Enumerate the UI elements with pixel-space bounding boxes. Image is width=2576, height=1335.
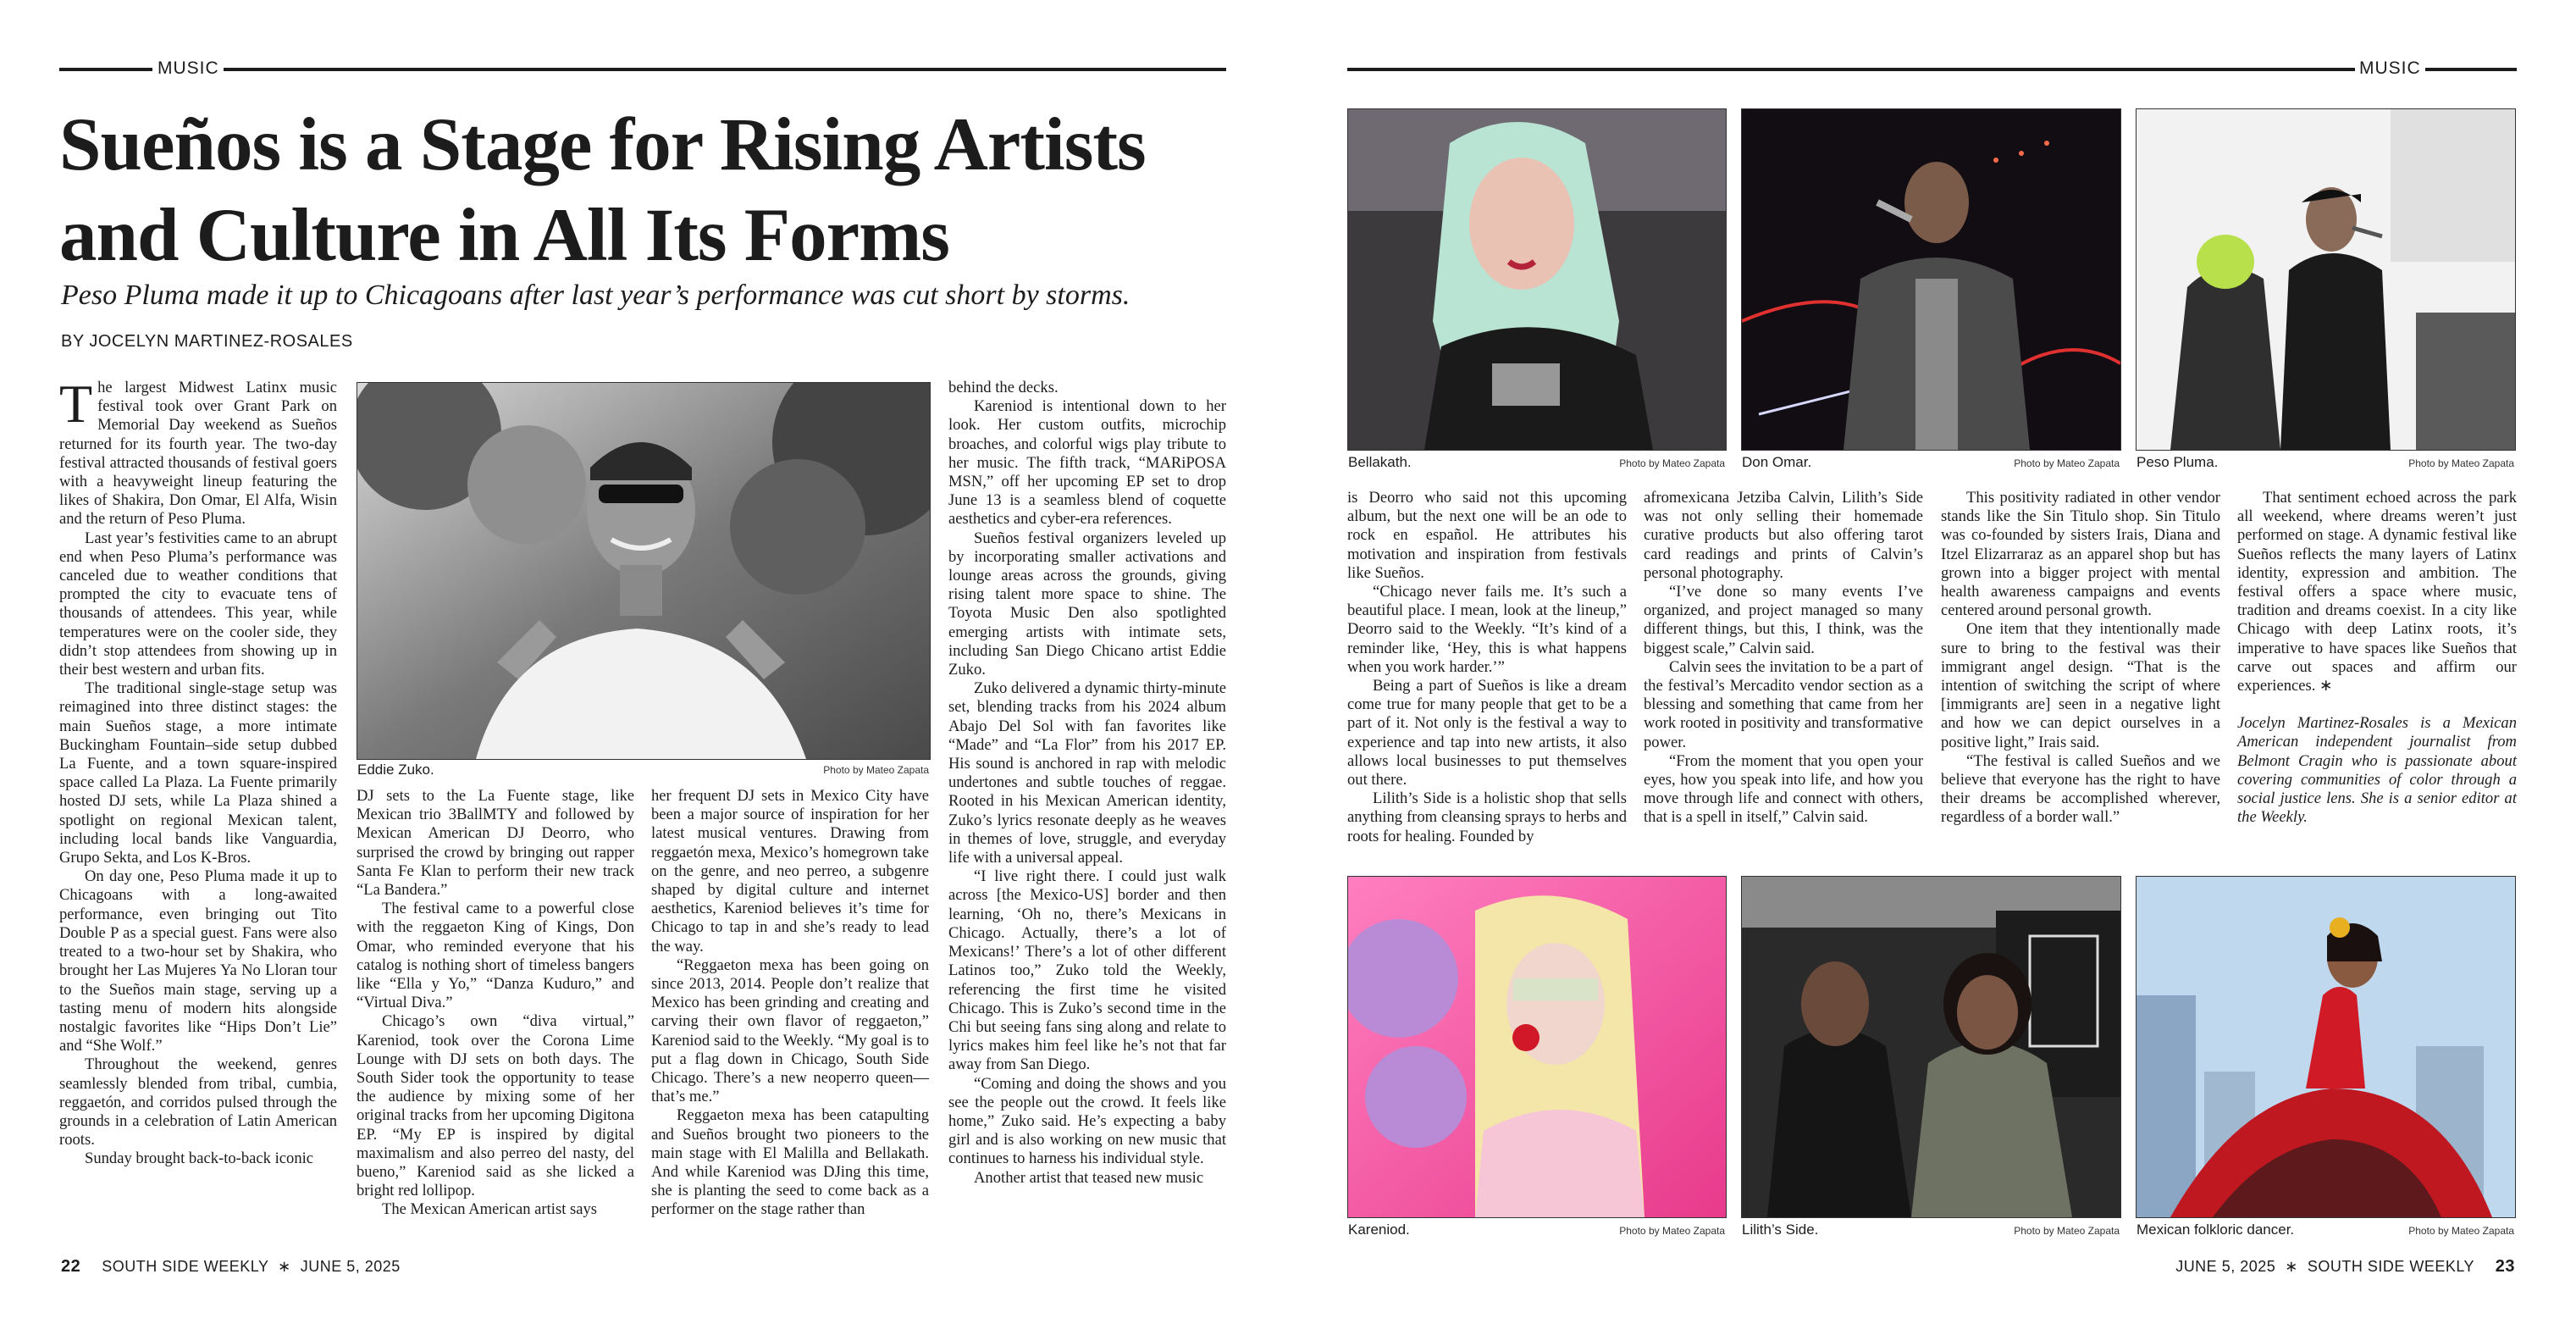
right-folio xyxy=(2175,1257,2515,1277)
paragraph: Calvin sees the invitation to be a part of the festival’s Mercadito vendor section as a blessing and something that came from her work rooted in positivity and transformative power. xyxy=(1644,657,1923,751)
article-column-6 xyxy=(1644,489,1923,828)
paragraph: Kareniod is intentional down to her look. Her custom outfits, microchip broaches, and colorful wigs play tribute to her music. The fifth track, “MARiPOSA MSN,” off her upcoming EP set to drop June 13 is a seamless blend of coquette aesthetics and cyber-era references. xyxy=(948,397,1226,529)
paragraph: “Coming and doing the shows and you see the people out the crowd. It feels like home,” Zuko said. He’s expecting a baby girl and is also working on new music that continues to harness his individual style. xyxy=(948,1074,1226,1168)
left-top-rule-b xyxy=(224,68,1226,71)
right-page-number: 23 xyxy=(2495,1257,2515,1276)
article-column-8 xyxy=(2237,489,2517,827)
right-footer-text: JUNE 5, 2025 ∗ SOUTH SIDE WEEKLY xyxy=(2175,1258,2474,1275)
credit-don-omar: Photo by Mateo Zapata xyxy=(2014,457,2120,469)
paragraph: behind the decks. xyxy=(948,379,1059,396)
paragraph: “Chicago never fails me. It’s such a beautiful place. I mean, look at the lineup,” Deorro said to the Weekly. “It’s kind of a reminder like, ‘Hey, this is what happens when you work harder.’” xyxy=(1347,583,1627,676)
article-column-3 xyxy=(651,787,929,1220)
photo-liliths-side xyxy=(1741,876,2121,1218)
article-column-4 xyxy=(948,379,1226,1188)
paragraph: “From the moment that you open your eyes, how you speak into life, and how you move through life and connect with others, that is a spell in itself,” Calvin said. xyxy=(1644,751,1923,827)
credit-liliths-side: Photo by Mateo Zapata xyxy=(2014,1225,2120,1237)
author-bio: Jocelyn Martinez-Rosales is a Mexican American independent journalist from Belmont Cragin who is passionate about covering communities of color through a social justice lens. She is a senior editor at the Weekly. xyxy=(2237,714,2517,827)
credit-eddie-zuko: Photo by Mateo Zapata xyxy=(823,764,929,776)
left-top-rule-a xyxy=(59,68,152,71)
subhead: Peso Pluma made it up to Chicagoans after last year’s performance was cut short by storms. xyxy=(61,280,1130,311)
paragraph: This positivity radiated in other vendor stands like the Sin Titulo shop. Sin Titulo was co-founded by sisters Irais, Diana and Itzel Elizarraraz as an apparel shop but has grown into a bigger project with mental health awareness campaigns and events centered around personal growth. xyxy=(1941,489,2220,620)
photo-folkloric-dancer xyxy=(2136,876,2516,1218)
left-page-number: 22 xyxy=(61,1257,81,1276)
paragraph: Throughout the weekend, genres seamlessly blended from tribal, cumbia, reggaetón, and corridos pulsed through the grounds in a celebration of Latin American roots. xyxy=(59,1055,337,1149)
paragraph: is Deorro who said not this upcoming album, but the next one will be an ode to rock en español. He attributes his motivation and inspiration from festivals like Sueños. xyxy=(1347,489,1627,582)
right-section-label: MUSIC xyxy=(2359,58,2421,78)
photo-kareniod xyxy=(1347,876,1727,1218)
paragraph: her frequent DJ sets in Mexico City have been a major source of inspiration for her latest musical ventures. Drawing from reggaetón mexa, Mexico’s homegrown take on the genre, and neo perreo, a subgenre shaped by digital culture and internet aesthetics, Kareniod believes it’s time for Chicago to tap in and she’s ready to lead the way. xyxy=(651,787,929,956)
paragraph: The traditional single-stage setup was reimagined into three distinct stages: the main Sueños stage, a more intimate Buckingham Fountain–side setup dubbed La Fuente, and a town square-inspired space called La Plaza. La Fuente primarily hosted DJ sets, while La Plaza shined a spotlight on regional Mexican talent, including local bands like Vanguardia, Grupo Sekta, and Los K-Bros. xyxy=(59,679,337,867)
photo-bellakath xyxy=(1347,108,1727,451)
article-column-7 xyxy=(1941,489,2220,828)
paragraph: Sunday brought back-to-back iconic xyxy=(85,1149,314,1168)
paragraph: Lilith’s Side is a holistic shop that sells anything from cleansing sprays to herbs and roots for healing. Founded by xyxy=(1347,789,1627,845)
credit-bellakath: Photo by Mateo Zapata xyxy=(1619,457,1725,469)
photo-peso-pluma xyxy=(2136,108,2516,451)
left-section-label: MUSIC xyxy=(158,58,219,78)
paragraph: Zuko delivered a dynamic thirty-minute set, blending tracks from his 2024 album Abajo Del Sol with fan favorites like “Made” and “La Flor” from his 2017 EP. His sound is anchored in rap with melodic undertones and subtle touches of reggae. Rooted in his Mexican American identity, Zuko’s lyrics resonate deeply as he weaves in themes of love, struggle, and everyday life with a universal appeal. xyxy=(948,679,1226,867)
paragraph: “I live right there. I could just walk across [the Mexico-US] border and then learning, ‘Oh no, there’s Mexicans in Chicago. Actually, there’s a lot of Mexicans!’ There’s a lot of other different Latinos too,” Zuko told the Weekly, referencing the first time he visited Chicago. This is Zuko’s second time in the Chi but seeing fans sing along and relate to lyrics makes him feel like he’s not that far away from San Diego. xyxy=(948,867,1226,1074)
paragraph: Chicago’s own “diva virtual,” Kareniod, took over the Corona Lime Lounge with DJ sets on both days. The South Sider took the opportunity to tease the audience by mixing some of her original tracks from her upcoming Digitona EP. “My EP is inspired by digital maximalism and also perreo del nasty, del bueno,” Kareniod said as she licked a bright red lollipop. xyxy=(357,1012,634,1200)
left-footer-text: SOUTH SIDE WEEKLY ∗ JUNE 5, 2025 xyxy=(102,1258,401,1275)
paragraph: DJ sets to the La Fuente stage, like Mexican trio 3BallMTY and followed by Mexican American DJ Deorro, who surprised the crowd by bringing out rapper Santa Fe Klan to perform their new track “La Bandera.” xyxy=(357,787,634,900)
paragraph: One item that they intentionally made sure to bring to the festival was their immigrant angel design. “That is the intention of switching the script of where [immigrants are] seen in a negative light and how we can depict ourselves in a positive light,” Irais said. xyxy=(1941,620,2220,751)
paragraph: Reggaeton mexa has been catapulting and Sueños brought two pioneers to the main stage with El Malilla and Bellakath. And while Kareniod was DJing this time, she is planting the seed to come back as a performer on the stage rather than xyxy=(651,1106,929,1219)
left-folio xyxy=(61,1257,401,1277)
paragraph: “Reggaeton mexa has been going on since 2013, 2014. People don’t realize that Mexico has been grinding and creating and carving their own flavor of reggaeton,” Kareniod said to the Weekly. “My goal is to put a flag down in Chicago, South Side Chicago. There’s a new neoperro queen—that’s me.” xyxy=(651,956,929,1106)
photo-don-omar xyxy=(1741,108,2121,451)
paragraph: “The festival is called Sueños and we believe that everyone has the right to have their dreams be accomplished wherever, regardless of a border wall.” xyxy=(1941,751,2220,827)
credit-peso-pluma: Photo by Mateo Zapata xyxy=(2408,457,2514,469)
headline: Sueños is a Stage for Rising Artists and Culture in All Its Forms xyxy=(59,103,1146,277)
caption-kareniod: Kareniod. xyxy=(1348,1221,1410,1238)
paragraph: afromexicana Jetziba Calvin, Lilith’s Side was not only selling their homemade curative products but also offering tarot card readings and prints of Calvin’s personal photography. xyxy=(1644,489,1923,582)
first-paragraph: The largest Midwest Latinx music festival took over Grant Park on Memorial Day weekend as Sueños returned for its fourth year. The two-day festival attracted thousands of festival goers with a heavyweight lineup featuring the likes of Shakira, Don Omar, El Alfa, Wisin and the return of Peso Pluma. xyxy=(59,374,337,529)
drop-cap: T xyxy=(59,374,93,434)
article-column-2 xyxy=(357,787,634,1220)
caption-bellakath: Bellakath. xyxy=(1348,454,1412,470)
paragraph: That sentiment echoed across the park all weekend, where dreams weren’t just performed on stage. A dynamic festival like Sueños reflects the many layers of Latinx identity, expression and ambition. The festival offers a space where music, tradition and dreams coexist. In a city like Chicago with deep Latinx roots, it’s imperative to have spaces like Sueños that carve out spaces and affirm our experiences. ∗ xyxy=(2237,489,2517,695)
article-column-5 xyxy=(1347,489,1627,846)
paragraph: Being a part of Sueños is like a dream come true for many people that get to be a part of it. Not only is the festival a way to experience and tap into new artists, it also allows local businesses to put themselves out there. xyxy=(1347,677,1627,789)
paragraph: The Mexican American artist says xyxy=(382,1200,598,1219)
paragraph: Last year’s festivities came to an abrupt end when Peso Pluma’s performance was canceled due to weather conditions that prompted the city to evacuate tens of thousands of attendees. This year, while temperatures were on the cooler side, they didn’t stop attendees from showing up in their best western and urban fits. xyxy=(59,529,337,679)
caption-liliths-side: Lilith’s Side. xyxy=(1742,1221,1819,1238)
caption-eddie-zuko: Eddie Zuko. xyxy=(357,762,434,778)
caption-folkloric-dancer: Mexican folkloric dancer. xyxy=(2137,1221,2295,1238)
paragraph: The festival came to a powerful close with the reggaeton King of Kings, Don Omar, who reminded everyone that his catalog is nothing short of timeless bangers like “Ella y Yo,” “Danza Kuduro,” and “Virtual Diva.” xyxy=(357,900,634,1012)
right-top-rule-b xyxy=(2425,68,2517,71)
paragraph: Sueños festival organizers leveled up by incorporating smaller activations and lounge areas across the grounds, giving rising talent more space to shine. The Toyota Music Den also spotlighted emerging artists with intimate sets, including San Diego Chicano artist Eddie Zuko. xyxy=(948,529,1226,679)
credit-folkloric-dancer: Photo by Mateo Zapata xyxy=(2408,1225,2514,1237)
caption-don-omar: Don Omar. xyxy=(1742,454,1812,470)
right-top-rule-a xyxy=(1347,68,2355,71)
byline: BY JOCELYN MARTINEZ-ROSALES xyxy=(61,332,353,351)
article-column-1 xyxy=(59,374,337,1169)
paragraph: “I’ve done so many events I’ve organized, and project managed so many different things, but this, I think, was the biggest scale,” Calvin said. xyxy=(1644,583,1923,657)
credit-kareniod: Photo by Mateo Zapata xyxy=(1619,1225,1725,1237)
paragraph: On day one, Peso Pluma made it up to Chicagoans with a long-awaited performance, even bringing out Tito Double P as a special guest. Fans were also treated to a two-hour set by Shakira, who brought her Las Mujeres Ya No Lloran tour to the Sueños main stage, serving up a tasting menu of modern hits alongside nostalgic favorites like “Hips Don’t Lie” and “She Wolf.” xyxy=(59,867,337,1055)
paragraph: Another artist that teased new music xyxy=(974,1168,1204,1187)
caption-peso-pluma: Peso Pluma. xyxy=(2137,454,2219,470)
photo-eddie-zuko xyxy=(357,382,931,760)
